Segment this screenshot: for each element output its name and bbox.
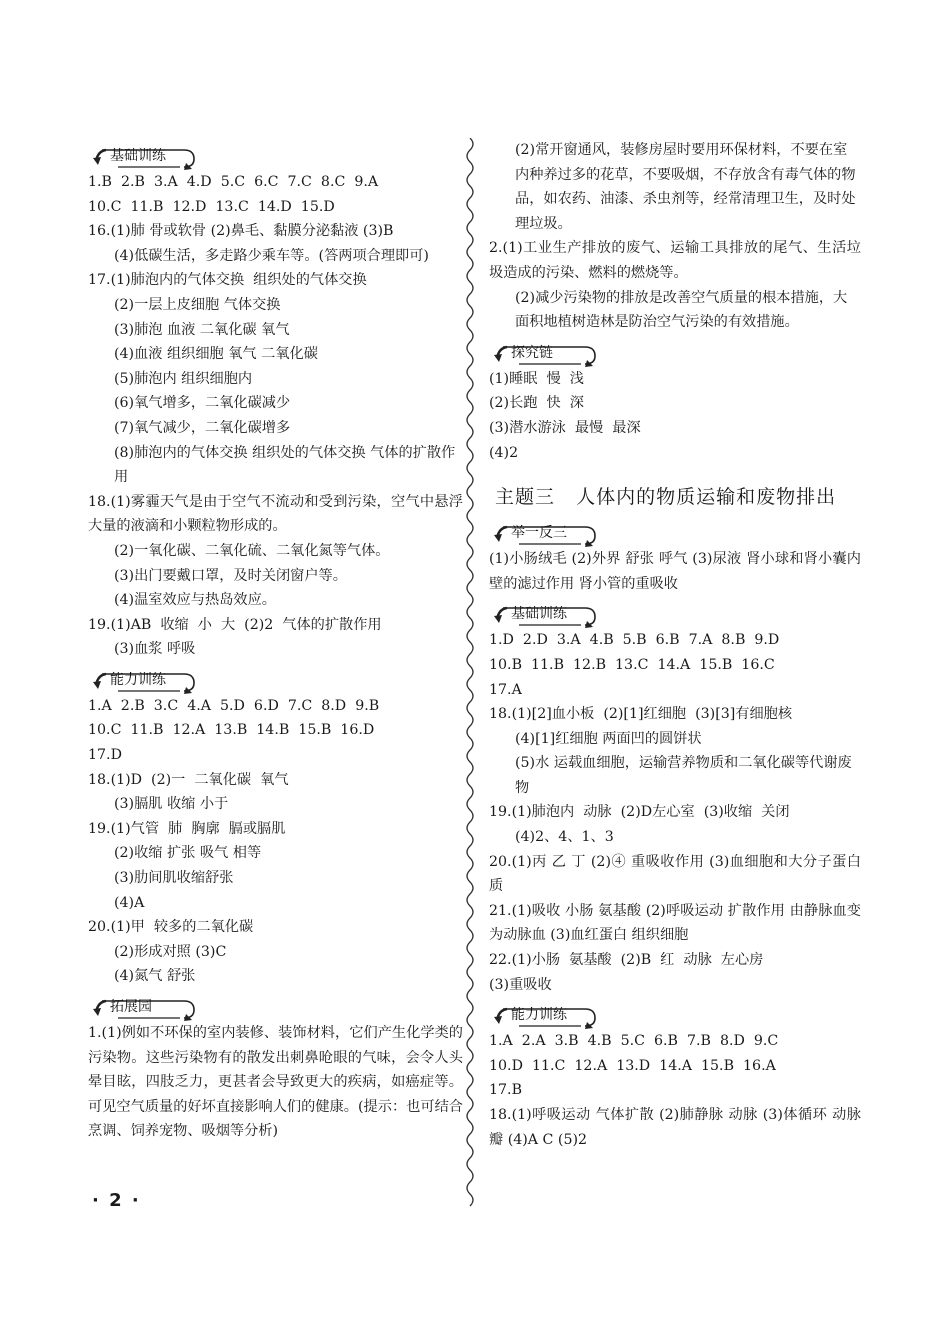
answer-line: (4)2、4、1、3 [515, 829, 614, 846]
section-tag-label: 拓展园 [110, 999, 152, 1015]
answer-line: (1)小肠绒毛 (2)外界 舒张 呼气 (3)尿液 肾小球和肾小囊内壁的滤过作用 肾小管的重吸收 [489, 551, 861, 592]
section-tag [489, 1004, 593, 1028]
answer-line: 10.B 11.B 12.B 13.C 14.A 15.B 16.C [489, 656, 775, 673]
answer-line: 18.(1)[2]血小板 (2)[1]红细胞 (3)[3]有细胞核 [489, 706, 793, 723]
answer-line: (2)收缩 扩张 吸气 相等 [114, 845, 262, 862]
answer-line: 17.A [489, 681, 522, 698]
answer-line: (2)一层上皮细胞 气体交换 [114, 296, 281, 313]
answer-line: (2)形成对照 (3)C [114, 943, 227, 960]
section-tag-label: 基础训练 [511, 606, 567, 623]
section-tag-label: 能力训练 [110, 671, 166, 688]
answer-line: 1.(1)例如不环保的室内装修、装饰材料，它们产生化学类的污染物。这些污染物有的散发出刺鼻呛眼的气味，会令人头晕目眩，四肢乏力，更甚者会导致更大的疾病，如癌症等。可见空气质量的好坏直接影响人们的健康。(提示：也可结合烹调、饲养宠物、吸烟等分析) [88, 1025, 463, 1140]
divider-wave [467, 138, 473, 1206]
section-tag [88, 145, 192, 169]
section-tag [489, 522, 593, 546]
answer-line: (8)肺泡内的气体交换 组织处的气体交换 气体的扩散作用 [114, 444, 456, 486]
answer-line: (2)长跑 快 深 [489, 395, 584, 412]
answer-line: 10.D 11.C 12.A 13.D 14.A 15.B 16.A [489, 1057, 776, 1074]
answer-line: (4)血液 组织细胞 氧气 二氧化碳 [114, 346, 318, 363]
answer-line: (4)2 [489, 444, 519, 461]
answer-line: 10.C 11.B 12.A 13.B 14.B 15.B 16.D [88, 722, 375, 739]
section-tag-label: 举一反三 [511, 525, 567, 542]
answer-line: 1.A 2.A 3.B 4.B 5.C 6.B 7.B 8.D 9.C [489, 1033, 779, 1050]
answer-line: 19.(1)AB 收缩 小 大 (2)2 气体的扩散作用 [88, 616, 382, 633]
answer-line: 19.(1)肺泡内 动脉 (2)D左心室 (3)收缩 关闭 [489, 804, 790, 821]
answer-line: 22.(1)小肠 氨基酸 (2)B 红 动脉 左心房 [489, 952, 764, 969]
section-tag [88, 996, 178, 1020]
answer-line: (3)重吸收 [489, 976, 552, 993]
answer-line: 17.D [88, 747, 122, 764]
section-tag [88, 669, 192, 693]
answer-line: (1)睡眠 慢 浅 [489, 370, 584, 387]
answer-line: 19.(1)气管 肺 胸廓 膈或膈肌 [88, 820, 286, 837]
answer-line: (6)氧气增多，二氧化碳减少 [114, 395, 291, 412]
answer-line: 16.(1)肺 骨或软骨 (2)鼻毛、黏膜分泌黏液 (3)B [88, 223, 394, 240]
answer-line: (4)温室效应与热岛效应。 [114, 592, 276, 609]
answer-line: 18.(1)呼吸运动 气体扩散 (2)肺静脉 动脉 (3)体循环 动脉瓣 (4)A C (5)2 [489, 1107, 861, 1148]
wavy-divider [463, 138, 477, 1208]
answer-line: (3)血浆 呼吸 [114, 641, 196, 658]
answer-line: (3)潜水游泳 最慢 最深 [489, 419, 641, 436]
answer-line: (2)常开窗通风，装修房屋时要用环保材料，不要在室内种养过多的花草，不要吸烟，不存放含有毒气体的物品，如农药、油漆、杀虫剂等，经常清理卫生，及时处理垃圾。 [515, 142, 856, 232]
answer-line: 20.(1)甲 较多的二氧化碳 [88, 919, 254, 936]
answer-line: (4)氮气 舒张 [114, 968, 196, 985]
answer-line: 2.(1)工业生产排放的废气、运输工具排放的尾气、生活垃圾造成的污染、燃料的燃烧等。 [489, 240, 861, 281]
answer-line: (2)减少污染物的排放是改善空气质量的根本措施，大面积地植树造林是防治空气污染的有效措施。 [515, 289, 848, 331]
answer-line: 18.(1)D (2)一 二氧化碳 氧气 [88, 771, 289, 788]
topic-heading: 主题三 人体内的物质运输和废物排出 [495, 486, 837, 509]
answer-line: (5)肺泡内 组织细胞内 [114, 370, 253, 387]
section-tag-label: 基础训练 [110, 148, 166, 164]
answer-line: 1.D 2.D 3.A 4.B 5.B 6.B 7.A 8.B 9.D [489, 632, 780, 649]
right-column [489, 138, 861, 1152]
answer-line: 17.B [489, 1082, 522, 1099]
section-tag-label: 能力训练 [511, 1007, 567, 1024]
answer-line: (4)A [114, 894, 145, 911]
answer-line: 1.B 2.B 3.A 4.D 5.C 6.C 7.C 8.C 9.A [88, 174, 379, 190]
answer-line: 1.A 2.B 3.C 4.A 5.D 6.D 7.C 8.D 9.B [88, 697, 380, 714]
answer-line: (3)肋间肌收缩舒张 [114, 870, 234, 887]
answer-line: 18.(1)雾霾天气是由于空气不流动和受到污染，空气中悬浮大量的液滴和小颗粒物形成的。 [88, 493, 463, 535]
left-column [88, 138, 463, 1144]
section-tag [489, 603, 593, 627]
answer-line: 21.(1)吸收 小肠 氨基酸 (2)呼吸运动 扩散作用 由静脉血变为动脉血 (3)血红蛋白 组织细胞 [489, 902, 861, 944]
answer-line: (4)低碳生活，多走路少乘车等。(答两项合理即可) [114, 247, 429, 264]
answer-line: (3)膈肌 收缩 小于 [114, 796, 229, 813]
section-tag [489, 342, 579, 366]
answer-line: (7)氧气减少，二氧化碳增多 [114, 419, 291, 436]
answer-line: (4)[1]红细胞 两面凹的圆饼状 [515, 730, 702, 747]
answer-line: (5)水 运载血细胞，运输营养物质和二氧化碳等代谢废物 [515, 755, 852, 796]
answer-line: (2)一氧化碳、二氧化硫、二氧化氮等气体。 [114, 542, 390, 559]
answer-line: 20.(1)丙 乙 丁 (2)④ 重吸收作用 (3)血细胞和大分子蛋白质 [489, 853, 861, 895]
section-tag-label: 探究链 [511, 344, 553, 361]
answer-line: 17.(1)肺泡内的气体交换 组织处的气体交换 [88, 272, 367, 289]
page-number: · 2 · [92, 1190, 141, 1211]
answer-line: 10.C 11.B 12.D 13.C 14.D 15.D [88, 198, 335, 215]
answer-line: (3)出门要戴口罩，及时关闭窗户等。 [114, 567, 347, 584]
answer-line: (3)肺泡 血液 二氧化碳 氧气 [114, 321, 290, 338]
